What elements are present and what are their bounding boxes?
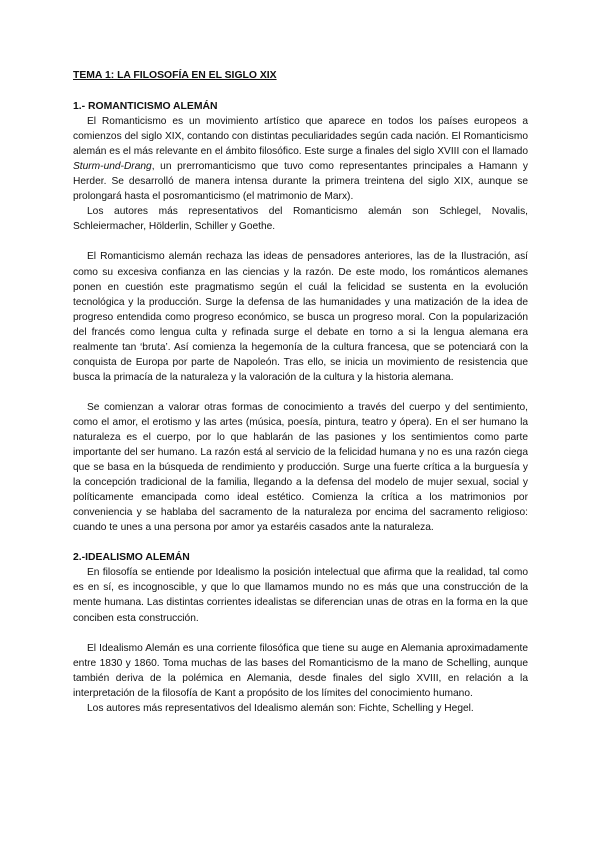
section-heading-romanticismo: 1.- ROMANTICISMO ALEMÁN — [73, 101, 218, 113]
paragraph: En filosofía se entiende por Idealismo la posición intelectual que afirma que la realidad, tal como es en sí, es incognoscible, y que lo que llamamos mundo no es más que una construcción de la mente humana. Las distintas corrientes idealistas se diferencian unas de otras en la forma en la que conciben esta construcción. — [73, 567, 528, 624]
section-heading-idealismo: 2.-IDEALISMO ALEMÁN — [73, 552, 190, 564]
paragraph: El Romanticismo alemán rechaza las ideas de pensadores anteriores, las de la Ilustración, así como su excesiva confianza en las ciencias y la razón. De este modo, los románticos alemanes ponen en cuestión este pragmatismo según el cuál la felicidad se sustenta en la evolución tecnológica y la producción. Surge la defensa de las humanidades y una matización de la idea de progreso entendida como progreso económico, se busca un progreso moral. Con la popularización del francés como lengua culta y refinada surge el debate en torno a si la lengua alemana era realmente tan ‘bruta’. Así comienza la hegemonía de la cultura francesa, que se potenciará con la conquista de Europa por parte de Napoleón. Tras ello, se inicia un movimiento de resistencia que busca la primacía de la naturaleza y la valoración de la cultura y la historia alemana. — [73, 251, 528, 383]
italic-term: Sturm-und-Drang — [73, 161, 152, 173]
document-content — [73, 68, 528, 716]
paragraph — [73, 114, 528, 204]
document-title: TEMA 1: LA FILOSOFÍA EN EL SIGLO XIX — [73, 70, 277, 81]
paragraph: Los autores más representativos del Romanticismo alemán son Schlegel, Novalis, Schleiermacher, Hölderlin, Schiller y Goethe. — [73, 206, 528, 233]
paragraph: Los autores más representativos del Idealismo alemán son: Fichte, Schelling y Hegel. — [87, 702, 474, 714]
paragraph-text: , un prerromanticismo que tuvo como representantes principales a Hamann y Herder. Se desarrolló de manera intensa durante la primera treintena del siglo XIX, aunque se prolongará hasta el posromanticismo (el matrimonio de Marx). — [73, 161, 528, 203]
paragraph-text: El Romanticismo es un movimiento artístico que aparece en todos los países europeos a comienzos del siglo XIX, contando con distintas peculiaridades según cada nación. El Romanticismo alemán es el más relevante en el ámbito filosófico. Este surge a finales del siglo XVIII con el llamado — [73, 116, 528, 158]
paragraph: Se comienzan a valorar otras formas de conocimiento a través del cuerpo y del sentimiento, como el amor, el erotismo y las artes (música, poesía, pintura, teatro y ópera). En el ser humano la naturaleza es el cuerpo, por lo que hablarán de las pasiones y los sentimientos como parte importante del ser humano. La razón está al servicio de la felicidad humana y no es una razón ciega que se basa en la búsqueda de rendimiento y producción. Surge una fuerte crítica a la burguesía y la concepción tradicional de la familia, llegando a la defensa del modelo de mujer sexual, social y políticamente emancipada como ideal estético. Comienza la crítica a los matrimonios por conveniencia y se hablaba del sacramento de la naturaleza por encima del sacramento religioso: cuando te unes a una persona por amor ya estaréis casados ante la naturaleza. — [73, 401, 528, 534]
paragraph: El Idealismo Alemán es una corriente filosófica que tiene su auge en Alemania aproximadamente entre 1830 y 1860. Toma muchas de las bases del Romanticismo de la mano de Schelling, aunque también deriva de la polémica en Alemania, desde finales del siglo XVIII, en relación a la interpretación de la filosofía de Kant a propósito de los límites del conocimiento humano. — [73, 642, 528, 699]
